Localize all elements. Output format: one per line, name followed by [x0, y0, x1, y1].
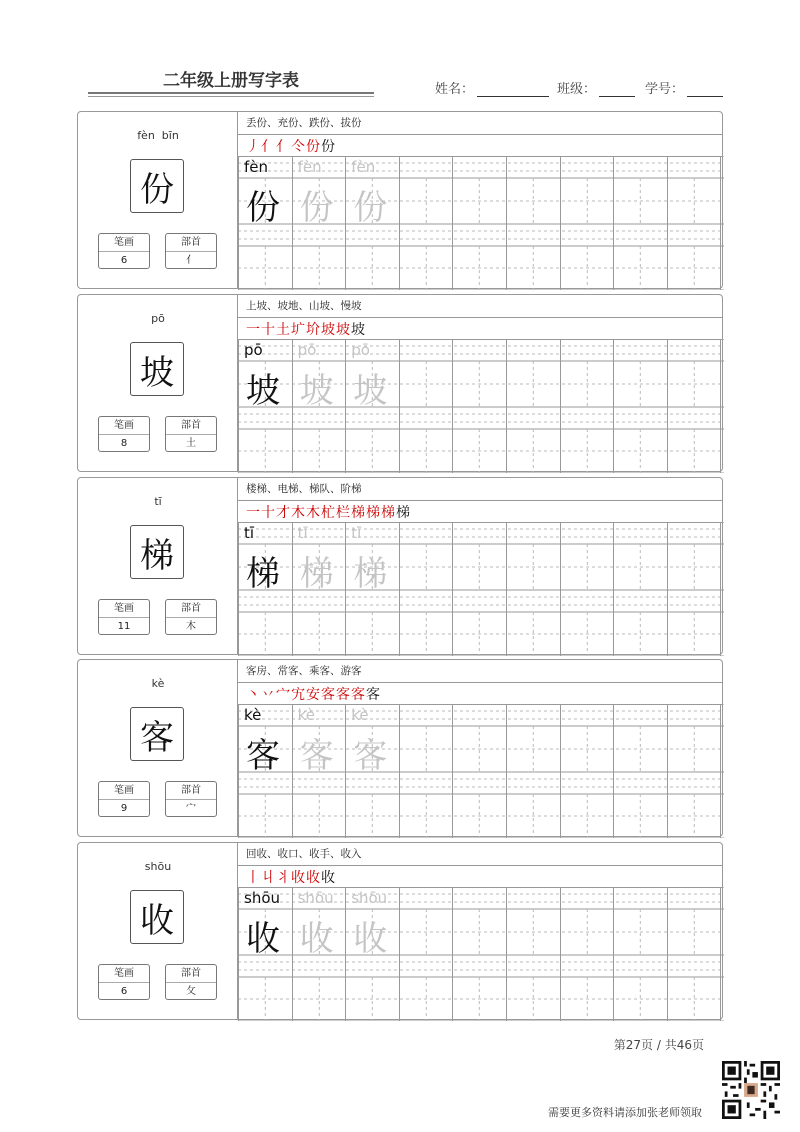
- radical-value: 木: [186, 621, 196, 632]
- stroke-count-box: [98, 781, 150, 817]
- stroke-order: [246, 319, 366, 339]
- pinyin-trace: shōu: [297, 889, 334, 907]
- stroke-step: 木: [306, 505, 321, 521]
- pinyin-label: kè: [151, 677, 165, 690]
- qr-code-icon: [722, 1061, 780, 1119]
- pinyin-model: fèn: [244, 158, 269, 176]
- radical-box: [165, 781, 217, 817]
- example-words: 上坡、坡地、山坡、慢坡: [246, 300, 362, 312]
- stroke-step: 坡: [321, 322, 336, 338]
- char-model: 梯: [246, 554, 280, 594]
- char-display: 份: [130, 159, 184, 213]
- stroke-step: 宀: [276, 687, 291, 703]
- pinyin-trace: fèn: [351, 158, 376, 176]
- char-display: 收: [130, 890, 184, 944]
- stroke-step: 客: [336, 687, 351, 703]
- example-words: 客房、常客、乘客、游客: [246, 665, 362, 677]
- class-label: 班级：: [557, 82, 597, 97]
- stroke-step: 份: [306, 139, 321, 155]
- pinyin-label: tī: [154, 495, 162, 508]
- stroke-step: 杧: [321, 505, 336, 521]
- radical-label: 部首: [166, 234, 216, 252]
- stroke-order: [246, 502, 411, 522]
- char-trace: 收: [353, 919, 388, 959]
- stroke-step: 梯: [396, 505, 411, 521]
- stroke-step: 收: [291, 870, 306, 886]
- radical-label: 部首: [166, 417, 216, 435]
- radical-value: 攵: [186, 986, 196, 997]
- stroke-step: 丶: [246, 687, 261, 703]
- char-model: 坡: [246, 371, 280, 411]
- radical-box: [165, 964, 217, 1000]
- example-words: 楼梯、电梯、梯队、阶梯: [246, 483, 362, 495]
- footer-note: 需要更多资料请添加张老师领取: [548, 1106, 702, 1119]
- stroke-step: 坡: [351, 322, 366, 338]
- stroke-count-box: [98, 964, 150, 1000]
- pinyin-model: shōu: [244, 889, 281, 907]
- stroke-step: 梯: [381, 505, 396, 521]
- pinyin-trace: kè: [351, 706, 369, 724]
- pinyin-label: pō: [151, 312, 165, 325]
- char-trace: 梯: [353, 554, 388, 594]
- stroke-count-box: [98, 416, 150, 452]
- stroke-count-label: 笔画: [99, 600, 149, 618]
- stroke-step: 份: [321, 139, 336, 155]
- page-title: 二年级上册写字表: [163, 71, 299, 91]
- stroke-count-value: 9: [120, 803, 128, 814]
- number-label: 学号：: [645, 82, 685, 97]
- radical-value: 宀: [186, 803, 196, 814]
- char-trace: 客: [353, 736, 388, 776]
- stroke-order: [246, 867, 336, 887]
- char-info-panel: [78, 112, 238, 288]
- pinyin-trace: kè: [297, 706, 315, 724]
- radical-box: [165, 233, 217, 269]
- row-divider: [238, 317, 722, 318]
- stroke-step: 一: [246, 505, 261, 521]
- row-divider: [238, 500, 722, 501]
- pinyin-model: pō: [244, 341, 263, 359]
- stroke-count-label: 笔画: [99, 234, 149, 252]
- row-divider: [238, 134, 722, 135]
- char-model: 收: [246, 919, 280, 959]
- page-number: 第27页 / 共46页: [613, 1038, 704, 1052]
- stroke-step: 丩: [261, 870, 276, 886]
- stroke-step: 收: [321, 870, 336, 886]
- pinyin-trace: tī: [351, 524, 362, 542]
- char-card: [77, 294, 723, 472]
- stroke-count-value: 11: [117, 621, 131, 632]
- example-words: 回收、收口、收手、收入: [246, 848, 362, 860]
- row-divider: [238, 865, 722, 866]
- title-underline: [88, 92, 374, 94]
- pinyin-model: kè: [244, 706, 262, 724]
- char-trace: 份: [299, 188, 334, 228]
- stroke-step: 丬: [276, 870, 291, 886]
- stroke-step: 才: [276, 505, 291, 521]
- char-trace: 收: [299, 919, 334, 959]
- pinyin-trace: fèn: [297, 158, 322, 176]
- stroke-order: [246, 136, 336, 156]
- stroke-step: 宄: [291, 687, 306, 703]
- char-trace: 梯: [299, 554, 334, 594]
- char-model: 份: [246, 188, 280, 228]
- stroke-step: 土: [276, 322, 291, 338]
- char-card: [77, 659, 723, 837]
- char-card: [77, 111, 723, 289]
- char-card: [77, 477, 723, 655]
- stroke-order: [246, 684, 381, 704]
- radical-label: 部首: [166, 600, 216, 618]
- stroke-count-value: 8: [120, 438, 128, 449]
- name-field[interactable]: [435, 78, 549, 97]
- stroke-step: 丨: [246, 870, 261, 886]
- stroke-step: 梯: [351, 505, 366, 521]
- char-info-panel: [78, 295, 238, 471]
- stroke-count-box: [98, 599, 150, 635]
- radical-box: [165, 599, 217, 635]
- number-field[interactable]: [645, 78, 723, 97]
- pinyin-trace: pō: [297, 341, 317, 359]
- stroke-step: 一: [246, 322, 261, 338]
- char-card: [77, 842, 723, 1020]
- radical-value: 亻: [186, 255, 196, 266]
- char-trace: 坡: [353, 371, 388, 411]
- stroke-count-label: 笔画: [99, 782, 149, 800]
- stroke-step: 亻: [276, 139, 291, 155]
- class-field[interactable]: [557, 78, 635, 97]
- pinyin-label: shōu: [144, 860, 172, 873]
- radical-value: 土: [186, 438, 196, 449]
- stroke-count-label: 笔画: [99, 965, 149, 983]
- pinyin-label: fèn bīn: [137, 129, 179, 142]
- pinyin-model: tī: [244, 524, 255, 542]
- name-label: 姓名：: [435, 82, 475, 97]
- stroke-step: 丷: [261, 687, 276, 703]
- char-display: 坡: [130, 342, 184, 396]
- stroke-step: 坡: [336, 322, 351, 338]
- char-info-panel: [78, 478, 238, 654]
- char-model: 客: [246, 736, 280, 776]
- char-display: 梯: [130, 525, 184, 579]
- stroke-step: 客: [321, 687, 336, 703]
- stroke-step: 圹: [291, 322, 306, 338]
- stroke-step: 十: [261, 505, 276, 521]
- stroke-step: 亻: [261, 139, 276, 155]
- stroke-step: 客: [351, 687, 366, 703]
- row-divider: [238, 682, 722, 683]
- pinyin-trace: pō: [351, 341, 370, 359]
- stroke-step: 栏: [336, 505, 351, 521]
- stroke-count-box: [98, 233, 150, 269]
- char-trace: 坡: [299, 371, 334, 411]
- stroke-step: 十: [261, 322, 276, 338]
- stroke-step: 圿: [306, 322, 321, 338]
- stroke-count-value: 6: [120, 986, 128, 997]
- stroke-step: 客: [366, 687, 381, 703]
- char-display: 客: [130, 707, 184, 761]
- stroke-step: 收: [306, 870, 321, 886]
- stroke-step: 仒: [291, 139, 306, 155]
- example-words: 丢份、充份、跌份、拔份: [246, 117, 362, 129]
- name-blank[interactable]: [477, 82, 549, 97]
- radical-label: 部首: [166, 782, 216, 800]
- radical-box: [165, 416, 217, 452]
- pinyin-trace: tī: [297, 524, 308, 542]
- title-underline-thin: [88, 96, 374, 97]
- char-trace: 份: [353, 188, 388, 228]
- radical-label: 部首: [166, 965, 216, 983]
- char-info-panel: [78, 843, 238, 1019]
- number-blank[interactable]: [687, 82, 723, 97]
- char-info-panel: [78, 660, 238, 836]
- stroke-count-value: 6: [120, 255, 128, 266]
- stroke-step: 梯: [366, 505, 381, 521]
- stroke-step: 安: [306, 687, 321, 703]
- pinyin-trace: shōu: [351, 889, 388, 907]
- stroke-step: 丿: [246, 139, 261, 155]
- stroke-count-label: 笔画: [99, 417, 149, 435]
- class-blank[interactable]: [599, 82, 635, 97]
- stroke-step: 木: [291, 505, 306, 521]
- char-trace: 客: [299, 736, 334, 776]
